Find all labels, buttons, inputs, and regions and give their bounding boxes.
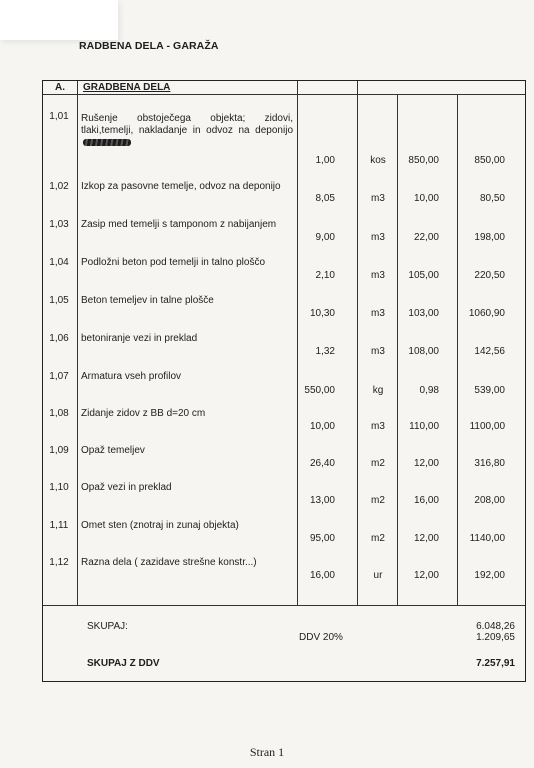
scribble-redaction <box>83 139 131 146</box>
row-total: 316,80 <box>474 458 505 469</box>
row-total: 142,56 <box>474 346 505 357</box>
row-unit: m3 <box>371 193 385 204</box>
row-total: 1060,90 <box>468 308 505 319</box>
row-number: 1,07 <box>49 371 69 382</box>
page-footer: Stran 1 <box>249 745 285 759</box>
section-title: GRADBENA DELA <box>83 82 171 93</box>
row-quantity: 16,00 <box>309 570 335 581</box>
row-unit-price: 110,00 <box>409 421 439 432</box>
row-description: Omet sten (znotraj in zunaj objekta) <box>81 520 239 531</box>
row-total: 198,00 <box>474 232 505 243</box>
row-description: Rušenje obstoječega objekta; zidovi, tlaki,temelji, nakladanje in odvoz na deponijo <box>81 113 293 149</box>
row-total: 208,00 <box>474 495 505 506</box>
row-number: 1,06 <box>49 333 69 344</box>
row-unit-price: 108,00 <box>408 346 439 357</box>
grand-total-value: 7.257,91 <box>476 658 515 669</box>
row-total: 192,00 <box>474 570 505 581</box>
row-number: 1,10 <box>49 482 69 493</box>
row-unit: kos <box>370 155 386 166</box>
row-unit: m2 <box>371 458 385 469</box>
row-unit: m2 <box>371 495 385 506</box>
row-unit-price: 0,98 <box>419 385 439 396</box>
row-total: 1140,00 <box>469 533 505 544</box>
row-description: Zasip med temelji s tamponom z nabijanjem <box>81 219 277 230</box>
row-number: 1,05 <box>49 295 69 306</box>
row-unit-price: 12,00 <box>413 458 439 469</box>
row-unit: m3 <box>371 308 385 319</box>
row-number: 1,02 <box>49 181 69 192</box>
row-quantity: 10,00 <box>309 421 335 432</box>
row-quantity: 1,00 <box>315 155 335 166</box>
row-unit-price: 850,00 <box>408 155 439 166</box>
row-unit-price: 22,00 <box>413 232 439 243</box>
row-unit-price: 12,00 <box>413 570 439 581</box>
row-total: 850,00 <box>474 155 505 166</box>
row-quantity: 1,32 <box>315 346 335 357</box>
page-title: RADBENA DELA - GARAŽA <box>79 40 219 52</box>
row-description: Opaž vezi in preklad <box>81 482 172 493</box>
row-total: 220,50 <box>474 270 505 281</box>
header-divider <box>43 94 525 95</box>
row-total: 539,00 <box>474 385 505 396</box>
row-description: Podložni beton pod temelji in talno ploščo <box>81 257 266 268</box>
cost-table <box>42 80 526 682</box>
redacted-header-area <box>0 0 118 40</box>
row-total: 80,50 <box>479 193 505 204</box>
row-unit-price: 10,00 <box>413 193 439 204</box>
row-description: Izkop za pasovne temelje, odvoz na deponijo <box>81 181 281 192</box>
row-number: 1,11 <box>49 520 69 531</box>
row-unit-price: 16,00 <box>413 495 439 506</box>
row-quantity: 13,00 <box>309 495 335 506</box>
row-description: Armatura vseh profilov <box>81 371 182 382</box>
summary-divider <box>43 605 525 606</box>
row-number: 1,09 <box>49 445 69 456</box>
vat-value: 1.209,65 <box>476 632 515 643</box>
row-description: Razna dela ( zazidave strešne konstr...) <box>81 557 257 568</box>
row-quantity: 2,10 <box>315 270 335 281</box>
vat-label: DDV 20% <box>299 632 343 643</box>
row-unit: m3 <box>371 421 385 432</box>
row-quantity: 10,30 <box>309 308 335 319</box>
row-unit-price: 105,00 <box>408 270 439 281</box>
row-quantity: 9,00 <box>315 232 335 243</box>
row-unit: m2 <box>371 533 385 544</box>
row-description: Opaž temeljev <box>81 445 145 456</box>
row-unit: ur <box>373 570 383 581</box>
subtotal-value: 6.048,26 <box>476 621 515 632</box>
row-unit: m3 <box>371 346 385 357</box>
row-quantity: 26,40 <box>309 458 335 469</box>
row-unit: m3 <box>371 270 385 281</box>
row-number: 1,04 <box>49 257 69 268</box>
row-unit-price: 103,00 <box>408 308 439 319</box>
row-description: Beton temeljev in talne plošče <box>81 295 214 306</box>
row-number: 1,03 <box>49 219 69 230</box>
row-unit-price: 12,00 <box>413 533 439 544</box>
row-unit: kg <box>372 385 384 396</box>
row-total: 1100,00 <box>469 421 505 432</box>
row-quantity: 95,00 <box>309 533 335 544</box>
row-number: 1,01 <box>49 111 69 122</box>
row-number: 1,08 <box>49 408 69 419</box>
row-unit: m3 <box>371 232 385 243</box>
row-description: betoniranje vezi in preklad <box>81 333 198 344</box>
row-description: Zidanje zidov z BB d=20 cm <box>81 408 206 419</box>
row-quantity: 8,05 <box>315 193 335 204</box>
row-quantity: 550,00 <box>304 385 335 396</box>
row-number: 1,12 <box>49 557 69 568</box>
grand-total-label: SKUPAJ Z DDV <box>87 658 160 669</box>
subtotal-label: SKUPAJ: <box>87 621 128 632</box>
section-letter: A. <box>55 82 65 93</box>
